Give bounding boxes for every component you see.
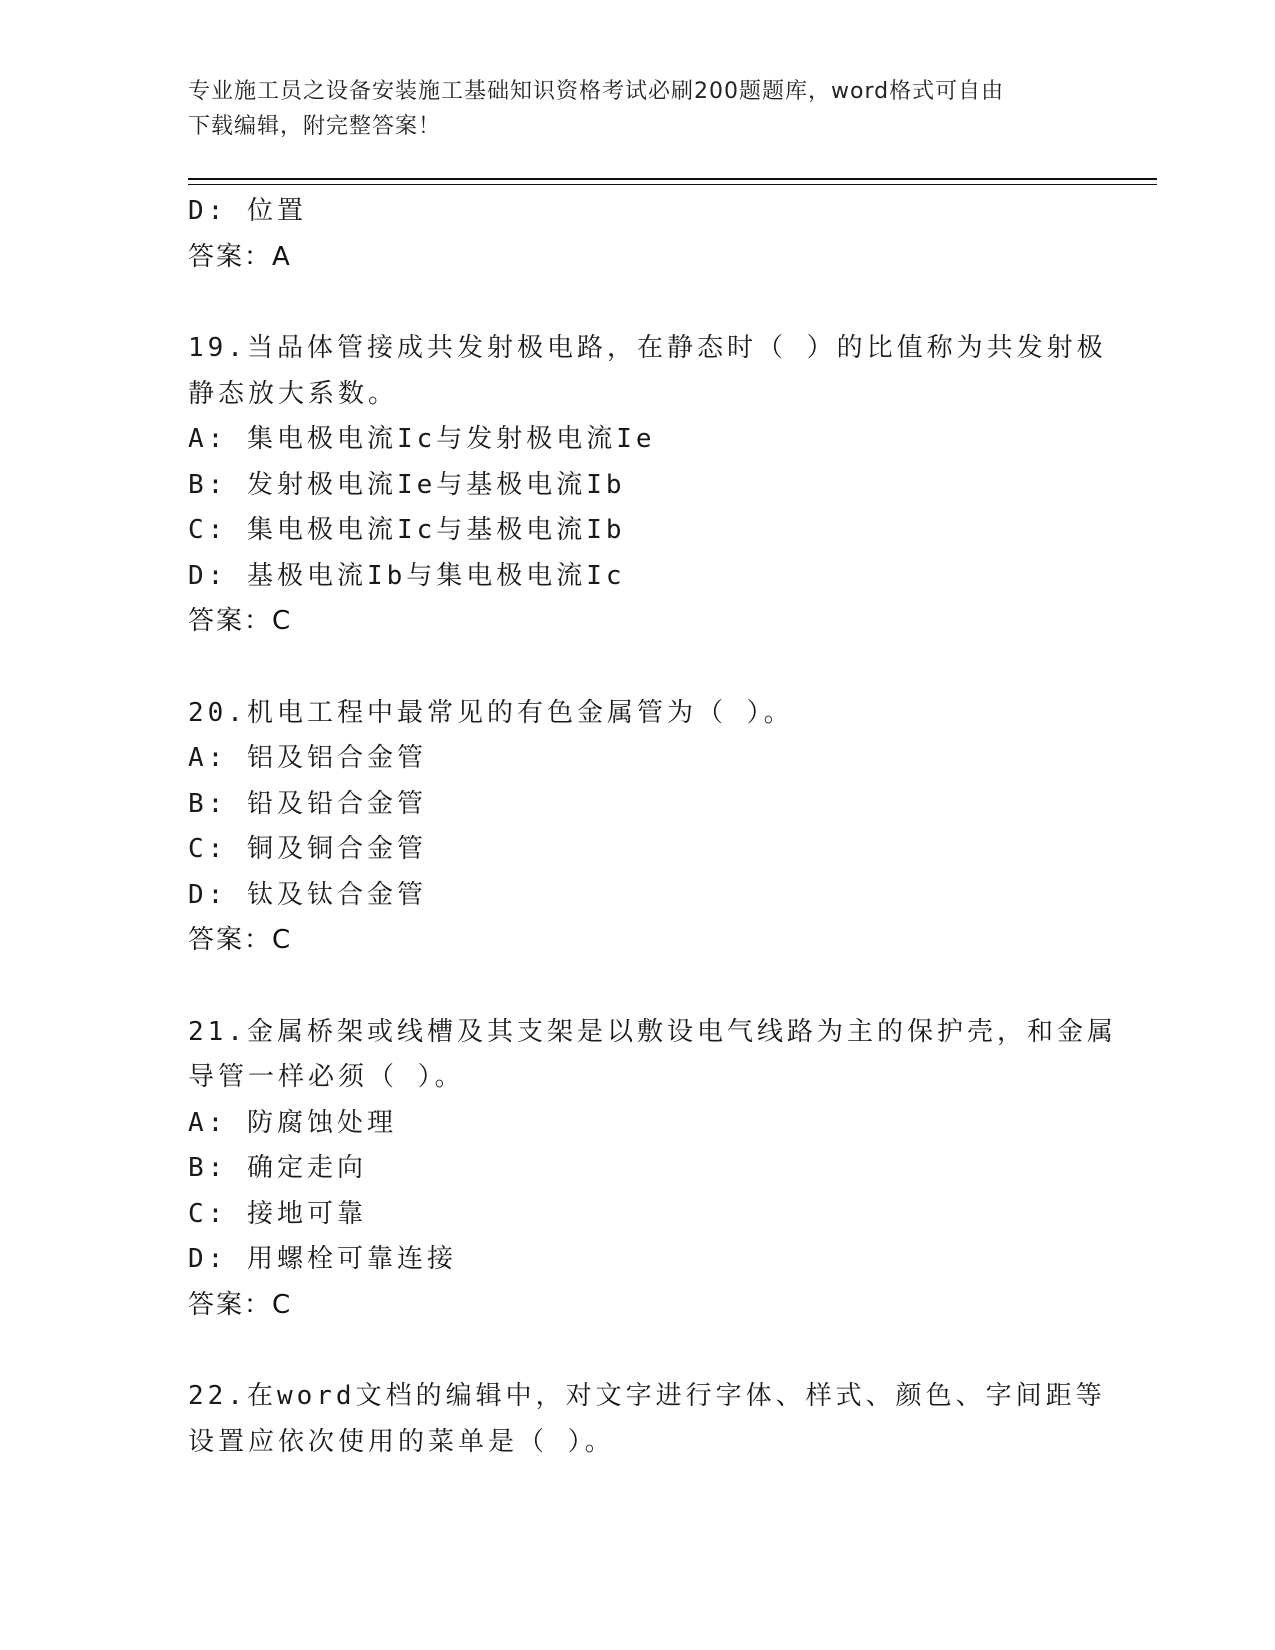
option-a: A: 集电极电流Ic与发射极电流Ie <box>188 424 656 454</box>
spacer <box>188 645 1088 691</box>
question-text: 22.在word文档的编辑中，对文字进行字体、样式、颜色、字间距等 <box>188 1381 1106 1411</box>
question-text-cont: 静态放大系数。 <box>188 378 399 409</box>
option-c: C: 铜及铜合金管 <box>188 834 427 864</box>
question-20 <box>188 691 1088 964</box>
question-text: 20.机电工程中最常见的有色金属管为（ ）。 <box>188 697 794 728</box>
header-line-1: 专业施工员之设备安装施工基础知识资格考试必刷200题题库，word格式可自由 <box>188 79 1005 104</box>
answer-line: 答案：C <box>188 1289 293 1320</box>
header-divider-thick <box>188 178 1157 180</box>
question-content <box>188 189 1117 1465</box>
option-b: B: 铅及铅合金管 <box>188 788 427 819</box>
option-d: D: 钛及钛合金管 <box>188 879 427 910</box>
spacer <box>188 964 1088 1010</box>
answer-line: 答案：A <box>188 241 292 272</box>
option-b: B: 确定走向 <box>188 1153 367 1183</box>
question-text: 21.金属桥架或线槽及其支架是以敷设电气线路为主的保护壳，和金属 <box>188 1016 1117 1047</box>
option-d: D: 基极电流Ib与集电极电流Ic <box>188 560 626 591</box>
header-divider-thin <box>188 184 1157 185</box>
question-text-cont: 导管一样必须（ ）。 <box>188 1062 465 1092</box>
option-d: D: 位置 <box>188 196 307 226</box>
option-c: C: 接地可靠 <box>188 1198 367 1229</box>
option-a: A: 防腐蚀处理 <box>188 1107 397 1138</box>
spacer <box>188 1328 1088 1374</box>
spacer <box>188 280 1088 326</box>
option-a: A: 铝及铝合金管 <box>188 743 427 773</box>
option-c: C: 集电极电流Ic与基极电流Ib <box>188 515 626 545</box>
question-text-cont: 设置应依次使用的菜单是（ ）。 <box>188 1426 615 1457</box>
question-text: 19.当品体管接成共发射极电路，在静态时（ ）的比值称为共发射极 <box>188 333 1107 363</box>
question-18-tail <box>188 189 1088 280</box>
option-d: D: 用螺栓可靠连接 <box>188 1244 457 1274</box>
header-line-2: 下载编辑，附完整答案！ <box>188 114 442 139</box>
answer-line: 答案：C <box>188 925 293 955</box>
question-21 <box>188 1010 1117 1329</box>
page-header <box>188 74 1088 144</box>
answer-line: 答案：C <box>188 606 293 636</box>
question-19 <box>188 326 1107 645</box>
question-22 <box>188 1374 1106 1465</box>
option-b: B: 发射极电流Ie与基极电流Ib <box>188 469 626 500</box>
